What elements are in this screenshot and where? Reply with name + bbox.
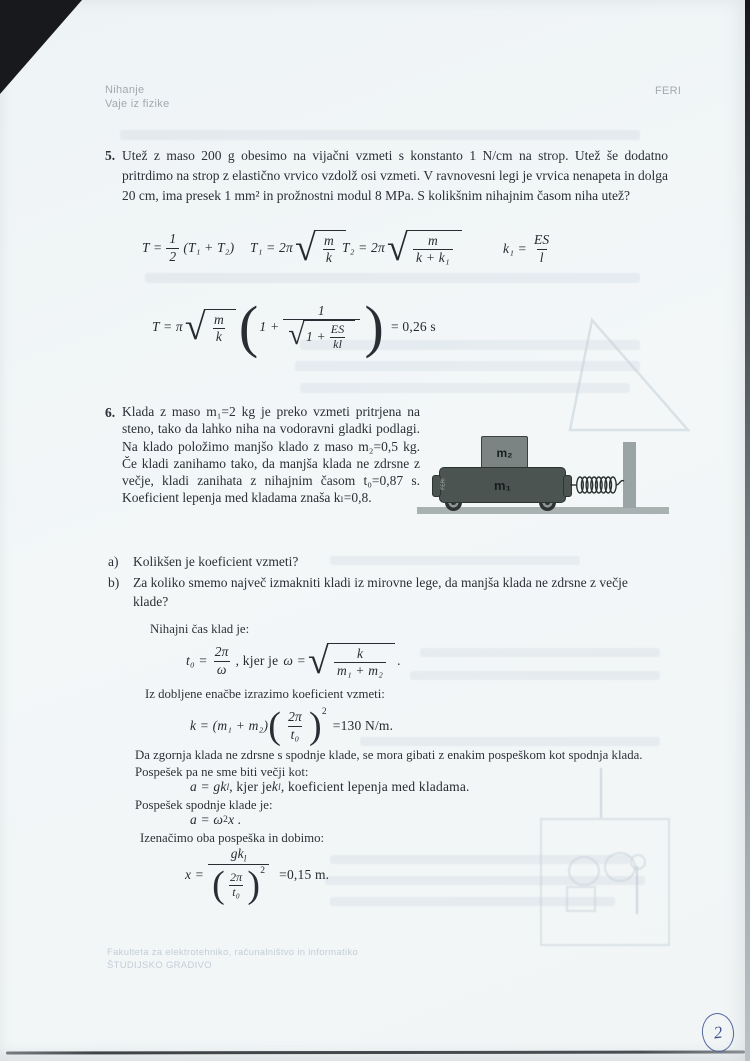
eq-rhs: (T₁ + T₂) (183, 240, 235, 255)
footer-study-material: ŠTUDIJSKO GRADIVO (107, 959, 212, 971)
equation-t0 (186, 637, 401, 685)
square-root: √ $\frac{m}{k}$ (295, 230, 346, 266)
corner-fold-artifact (0, 0, 82, 94)
equation-a-max (190, 779, 470, 795)
ghost-line (636, 866, 638, 914)
ghost-triangle-figure (566, 316, 694, 436)
solution-intro: Nihajni čas klad je: (150, 622, 250, 636)
ghost-block (566, 886, 596, 912)
exponent: 2 (321, 707, 327, 717)
eq-k-symbol: k (271, 779, 279, 794)
eq-lhs: T = (142, 240, 163, 255)
problem-5 (105, 146, 670, 206)
figure-side-text: FERI (440, 478, 447, 490)
footer-faculty: Fakulteta za elektrotehniko, računalništvo in informatiko (107, 947, 359, 958)
close-paren: ) (308, 705, 322, 747)
block-m2 (481, 436, 528, 470)
problem-6-text: Klada z maso m₁=2 kg je preko vzmeti pritrjena na steno, tako da lahko niha na vodoravni gladki podlagi. Na klado položimo manjšo klado z maso m₂=0,5 kg. Če kladi zanihamo tako, da manjša klada ne zdrsne z večje, kladi zanihata z nihajnim časom t₀=0,87 s. Koeficient lepenja med kladama znaša kₗ=0,8. (122, 404, 420, 506)
eq-result-value: = 0,26 s (391, 319, 436, 334)
eq-lhs: k₁ = (503, 241, 527, 256)
eq-tail-text: , koeficient lepenja med kladama. (280, 779, 470, 794)
fraction: $\frac{ES}{l}$ (533, 232, 550, 265)
equation-k (190, 701, 393, 751)
page-number: 2 (712, 1022, 724, 1042)
scan-bottom-edge (6, 1050, 745, 1054)
footer (107, 947, 358, 972)
spring-icon (570, 473, 626, 497)
problem-5-number: 5. (105, 148, 116, 163)
problem-6-figure (415, 425, 705, 521)
ghost-pendulum-figure (538, 766, 678, 951)
ghost-text-band (145, 273, 640, 283)
doc-subtitle: Vaje iz fizike (105, 98, 170, 110)
equation-k1 (503, 230, 556, 268)
ghost-circle (568, 856, 600, 886)
solution-paragraph-lower: Pospešek spodnje klade je: (135, 798, 273, 812)
fraction: $gk_l$ ( $\frac{2\pi}{\text{t₀}}$ ) $^2$ (208, 846, 269, 904)
solution-paragraph-slip: Da zgornja klada ne zdrsne s spodnje klade, se mora gibati z enakim pospeškom kot spodnja klada. (135, 748, 643, 762)
solution-coef-label: Iz dobljene enačbe izrazimo koeficient vzmeti: (145, 687, 385, 701)
radical-sign: √ (184, 305, 206, 348)
subscript-l: l (243, 853, 247, 864)
eq-lhs: a = gk (190, 779, 227, 794)
eq-result-value: =0,15 m. (279, 867, 330, 882)
header-left (105, 83, 170, 111)
eq-omega: ω = (283, 653, 306, 668)
eq-lhs: k = (m₁ + m₂) (190, 718, 269, 733)
equation-T2 (342, 228, 464, 268)
problem-6-number: 6. (105, 405, 116, 420)
solution-paragraph-equal: Izenačimo oba pospeška in dobimo: (140, 831, 325, 845)
exponent: 2 (223, 815, 229, 825)
ghost-line (600, 768, 602, 818)
doc-title: Nihanje (105, 84, 145, 96)
equation-x (185, 842, 329, 908)
eq-connector-text: , kjer je (229, 779, 272, 794)
eq-lhs: T = π (152, 319, 183, 334)
fraction: 1 √ 1 + $\frac{ES}{kl}$ (283, 303, 359, 352)
page-number-badge (700, 1011, 737, 1054)
ghost-text-band (120, 130, 640, 140)
question-a-text: Kolikšen je koeficient vzmeti? (133, 554, 299, 569)
solution-paragraph-accel: Pospešek pa ne sme biti večji kot: (135, 765, 309, 779)
eq-lhs: a = ω (190, 812, 224, 827)
open-paren: ( (212, 864, 225, 907)
square-root: √ $\frac{m}{\text{k + k₁}}$ (387, 230, 462, 266)
subscript-l: l (278, 782, 281, 792)
fraction: $\frac{1}{2}$ (166, 231, 179, 264)
eq-result-value: =130 N/m. (332, 718, 394, 733)
radical-sign: √ (294, 226, 317, 269)
eq-connector-text: , kjer je (235, 653, 279, 668)
ghost-frame (540, 818, 670, 946)
problem-5-text: Utež z maso 200 g obesimo na vijačni vzmeti s konstanto 1 N/cm na strop. Utež še dodatno pritrdimo na strop z elastično vrvico vzdolž osi vzmeti. V ravnovesni legi je vrvica nenapeta in dolga 20 cm, ima presek 1 mm² in prožnostni modul 8 MPa. S kolikšnim nihajnim časom niha utež? (122, 148, 668, 203)
radical-sign: √ (386, 226, 409, 269)
eq-lhs: T₁ = 2π (250, 240, 293, 255)
question-b (108, 573, 673, 612)
block-m2-label: m₂ (496, 446, 513, 460)
question-b-label: b) (108, 574, 120, 590)
block-m1 (439, 467, 566, 503)
ghost-text-band (420, 648, 660, 657)
square-root: √ $\frac{m}{k}$ (185, 309, 236, 345)
eq-term: 1 + (259, 319, 280, 334)
ghost-circle (630, 854, 646, 870)
question-a-label: a) (108, 554, 119, 569)
open-paren: ( (268, 705, 282, 747)
radical-sign: √ (288, 318, 305, 352)
nested-square-root: √ 1 + $\frac{ES}{kl}$ (288, 320, 354, 352)
square-root: √ $\frac{k}{\text{m₁ + m₂}}$ (308, 643, 395, 679)
ghost-text-band (360, 737, 660, 746)
problem-6-questions (108, 552, 673, 613)
equation-a-lower (190, 812, 241, 828)
open-paren: ( (238, 294, 259, 359)
equation-T1 (250, 228, 348, 268)
fraction: $\frac{2\pi}{\text{t₀}}$ (288, 709, 302, 742)
eq-lhs: t₀ = (186, 653, 208, 668)
close-paren: ) (247, 864, 261, 907)
eq-lhs: T₂ = 2π (342, 240, 385, 255)
block-m1-label: m₁ (494, 477, 511, 493)
header-right-label: FERI (655, 85, 682, 97)
problem-6 (105, 403, 420, 507)
equation-T-average (142, 228, 234, 268)
ghost-text-band (410, 671, 660, 680)
question-a (108, 552, 673, 572)
scan-right-edge (745, 0, 750, 1061)
bumper-left (432, 475, 441, 497)
eq-rhs: x . (228, 812, 242, 827)
exponent: 2 (260, 865, 266, 876)
radical-sign: √ (307, 639, 329, 682)
close-paren: ) (364, 294, 385, 359)
eq-lhs: x = (185, 867, 205, 882)
question-b-text: Za koliko smemo največ izmakniti kladi iz mirovne lege, da manjša klada ne zdrsne z večje klade? (133, 574, 628, 609)
fraction: $\frac{2\pi}{\omega}$ (214, 644, 229, 677)
subscript-l: l (226, 782, 230, 792)
eq-period: . (397, 653, 401, 668)
equation-T-result (152, 286, 436, 368)
